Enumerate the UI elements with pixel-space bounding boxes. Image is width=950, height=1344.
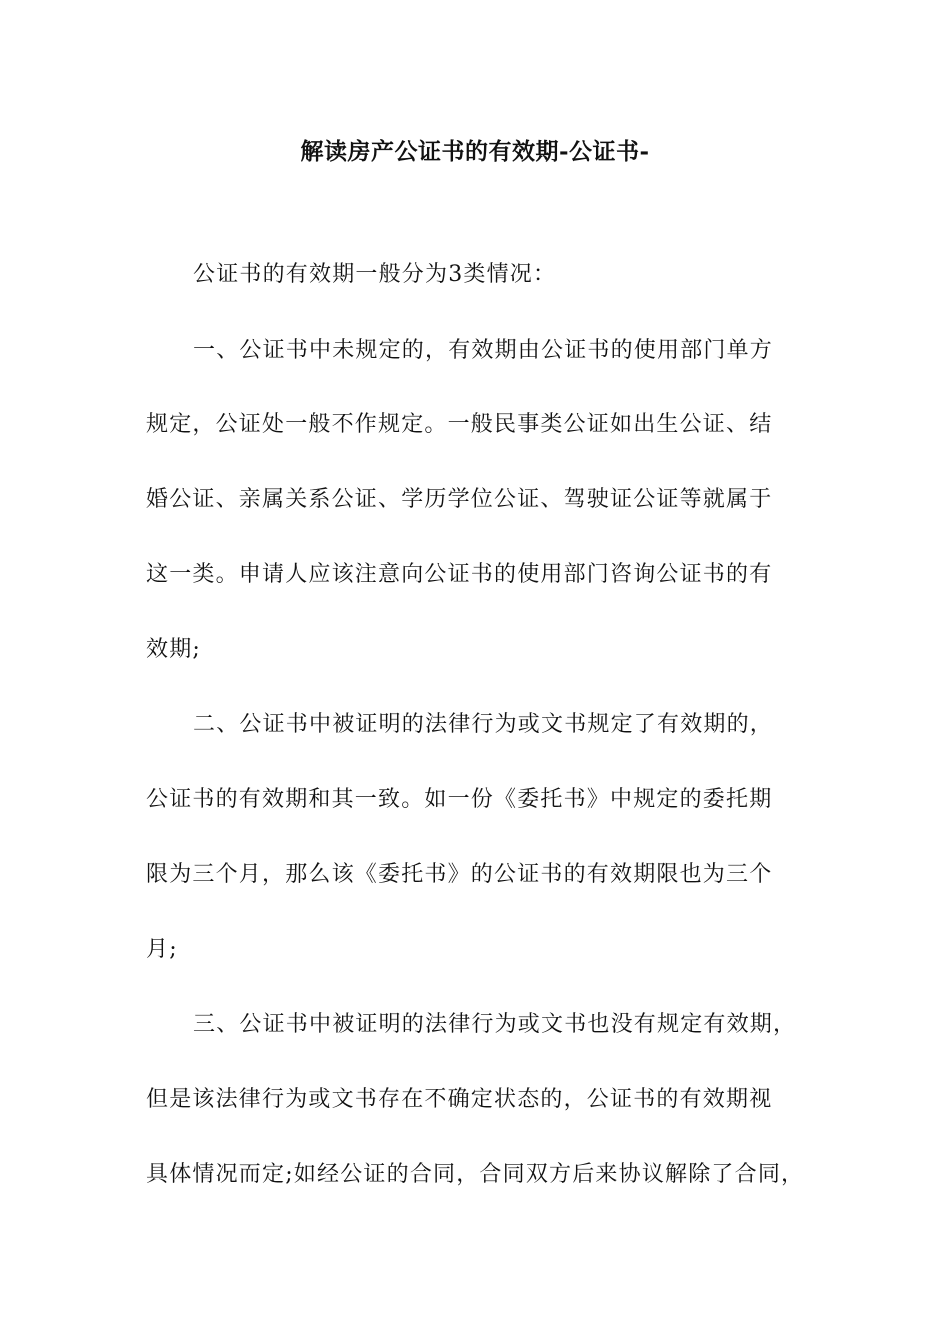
paragraph-line: 二、公证书中被证明的法律行为或文书规定了有效期的， [193, 712, 774, 737]
paragraph-line: 限为三个月，那么该《委托书》的公证书的有效期限也为三个 [146, 862, 773, 887]
paragraph-line: 效期; [146, 637, 202, 662]
document-title: 解读房产公证书的有效期-公证书- [300, 138, 650, 165]
paragraph-line: 公证书的有效期一般分为3类情况： [193, 262, 557, 287]
paragraph-line: 婚公证、亲属关系公证、学历学位公证、驾驶证公证等就属于 [146, 487, 773, 512]
paragraph-line: 具体情况而定;如经公证的合同，合同双方后来协议解除了合同， [146, 1162, 805, 1187]
paragraph-line: 三、公证书中被证明的法律行为或文书也没有规定有效期， [193, 1012, 797, 1037]
paragraph-line: 公证书的有效期和其一致。如一份《委托书》中规定的委托期 [146, 787, 773, 812]
paragraph-line: 但是该法律行为或文书存在不确定状态的，公证书的有效期视 [146, 1087, 773, 1112]
paragraph-line: 规定，公证处一般不作规定。一般民事类公证如出生公证、结 [146, 412, 773, 437]
paragraph-line: 月; [146, 937, 178, 962]
paragraph-line: 一、公证书中未规定的，有效期由公证书的使用部门单方 [193, 338, 774, 363]
paragraph-line: 这一类。申请人应该注意向公证书的使用部门咨询公证书的有 [146, 562, 773, 587]
